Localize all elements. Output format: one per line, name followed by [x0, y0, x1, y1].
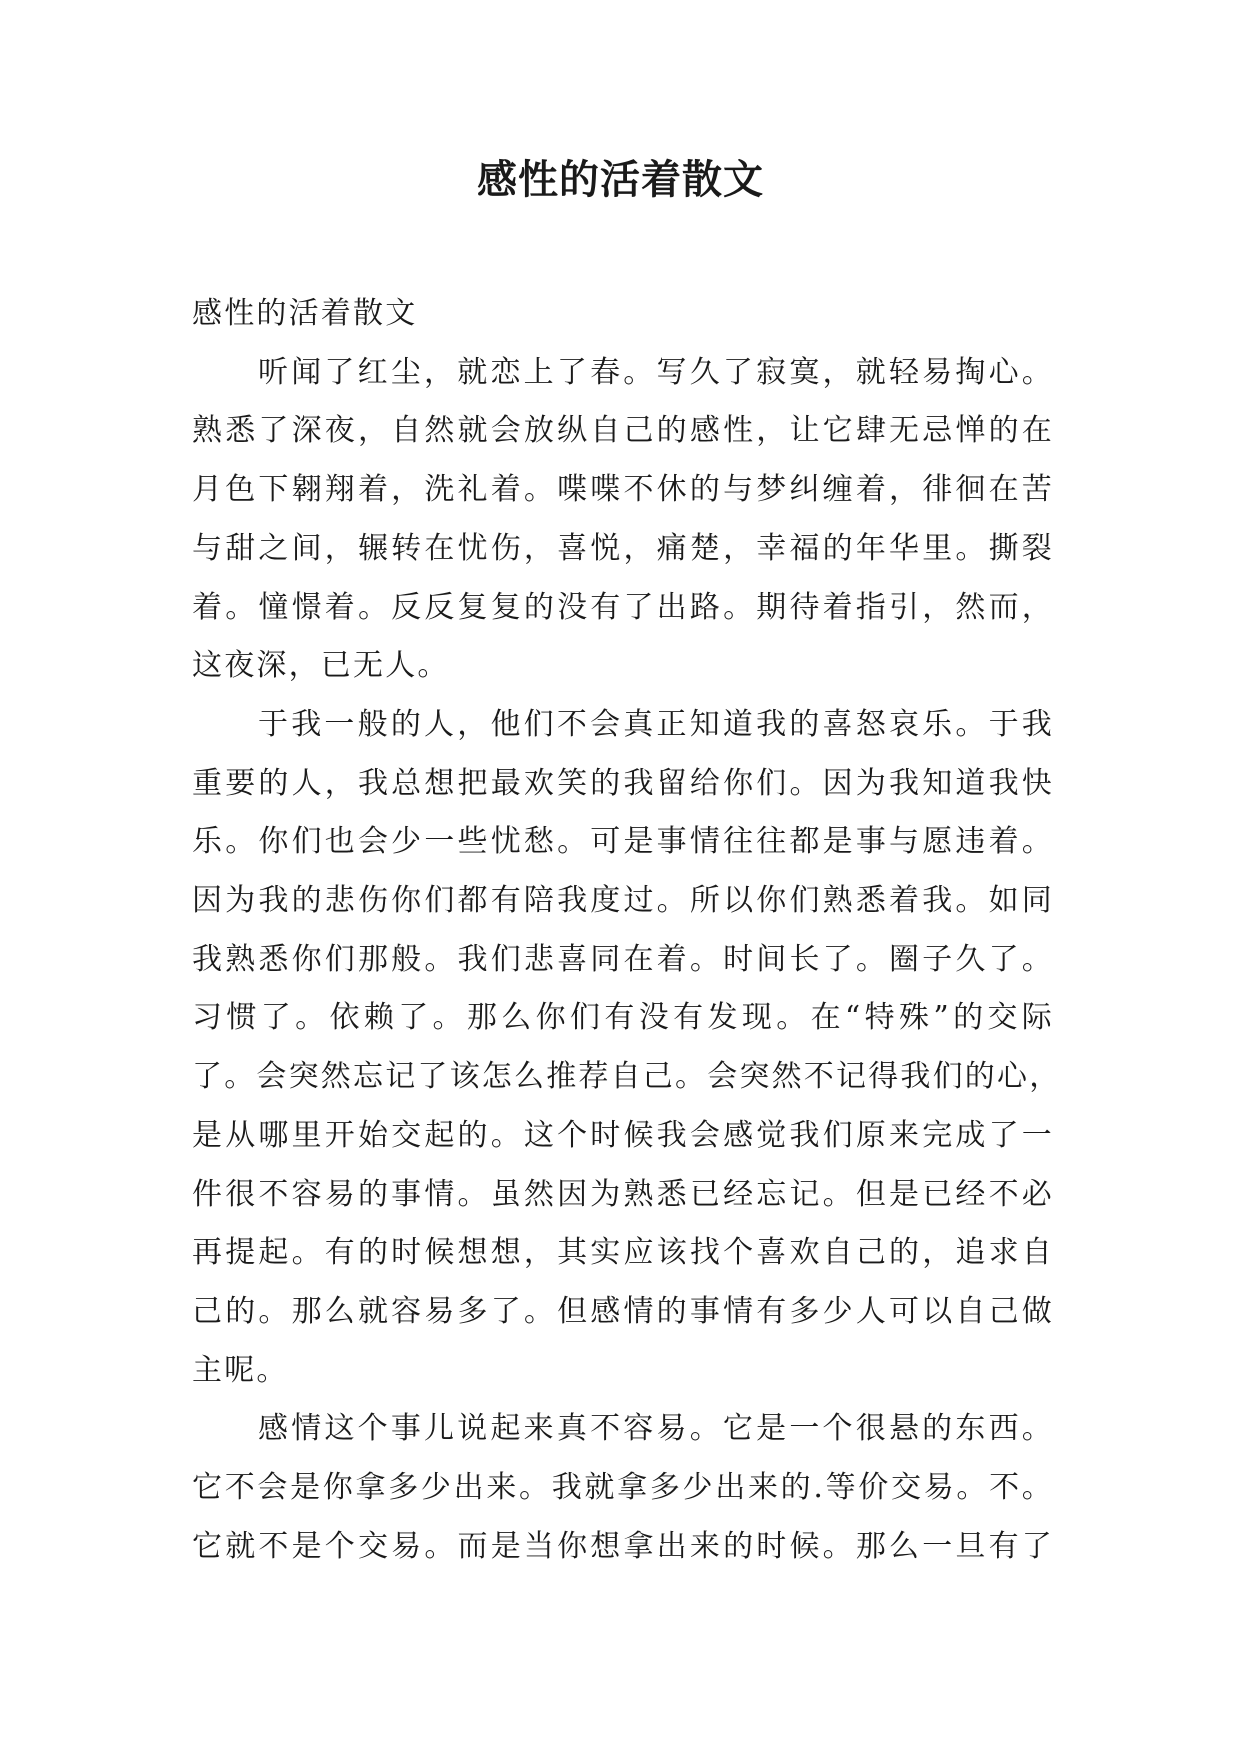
text-line: 乐。你们也会少一些忧愁。可是事情往往都是事与愿违着。 [192, 824, 1054, 860]
paragraph-1 [192, 344, 1054, 696]
text-line: 它就不是个交易。而是当你想拿出来的时候。那么一旦有了 [192, 1528, 1054, 1564]
document-subtitle: 感性的活着散文 [192, 296, 418, 331]
text-line: 我熟悉你们那般。我们悲喜同在着。时间长了。圈子久了。 [192, 941, 1054, 977]
text-line: 听闻了红尘，就恋上了春。写久了寂寞，就轻易掏心。 [258, 354, 1054, 390]
document-body [192, 285, 1062, 1576]
text-line: 是从哪里开始交起的。这个时候我会感觉我们原来完成了一 [192, 1117, 1054, 1153]
text-line: 件很不容易的事情。虽然因为熟悉已经忘记。但是已经不必 [192, 1176, 1054, 1212]
text-line: 于我一般的人，他们不会真正知道我的喜怒哀乐。于我 [258, 706, 1054, 742]
text-line: 重要的人，我总想把最欢笑的我留给你们。因为我知道我快 [192, 765, 1054, 801]
text-line: 己的。那么就容易多了。但感情的事情有多少人可以自己做 [192, 1293, 1054, 1329]
text-line: 它不会是你拿多少出来。我就拿多少出来的.等价交易。不。 [192, 1470, 1054, 1506]
text-line: 这夜深，已无人。 [192, 648, 450, 684]
text-line: 与甜之间，辗转在忧伤，喜悦，痛楚，幸福的年华里。撕裂 [192, 530, 1054, 566]
text-line: 习惯了。依赖了。那么你们有没有发现。在“特殊”的交际 [192, 1000, 1054, 1036]
text-line: 再提起。有的时候想想，其实应该找个喜欢自己的，追求自 [192, 1235, 1054, 1271]
text-line: 着。憧憬着。反反复复的没有了出路。期待着指引，然而， [192, 589, 1054, 625]
text-line: 因为我的悲伤你们都有陪我度过。所以你们熟悉着我。如同 [192, 883, 1054, 919]
paragraph-2 [192, 696, 1062, 1400]
document-title: 感性的活着散文 [477, 157, 764, 203]
text-line: 了。会突然忘记了该怎么推荐自己。会突然不记得我们的心， [192, 1059, 1062, 1095]
text-line: 熟悉了深夜，自然就会放纵自己的感性，让它肆无忌惮的在 [192, 413, 1054, 449]
paragraph-3 [192, 1400, 1054, 1576]
text-line: 主呢。 [192, 1352, 289, 1388]
text-line: 月色下翱翔着，洗礼着。喋喋不休的与梦纠缠着，徘徊在苦 [192, 472, 1054, 508]
text-line: 感情这个事儿说起来真不容易。它是一个很悬的东西。 [258, 1411, 1054, 1447]
